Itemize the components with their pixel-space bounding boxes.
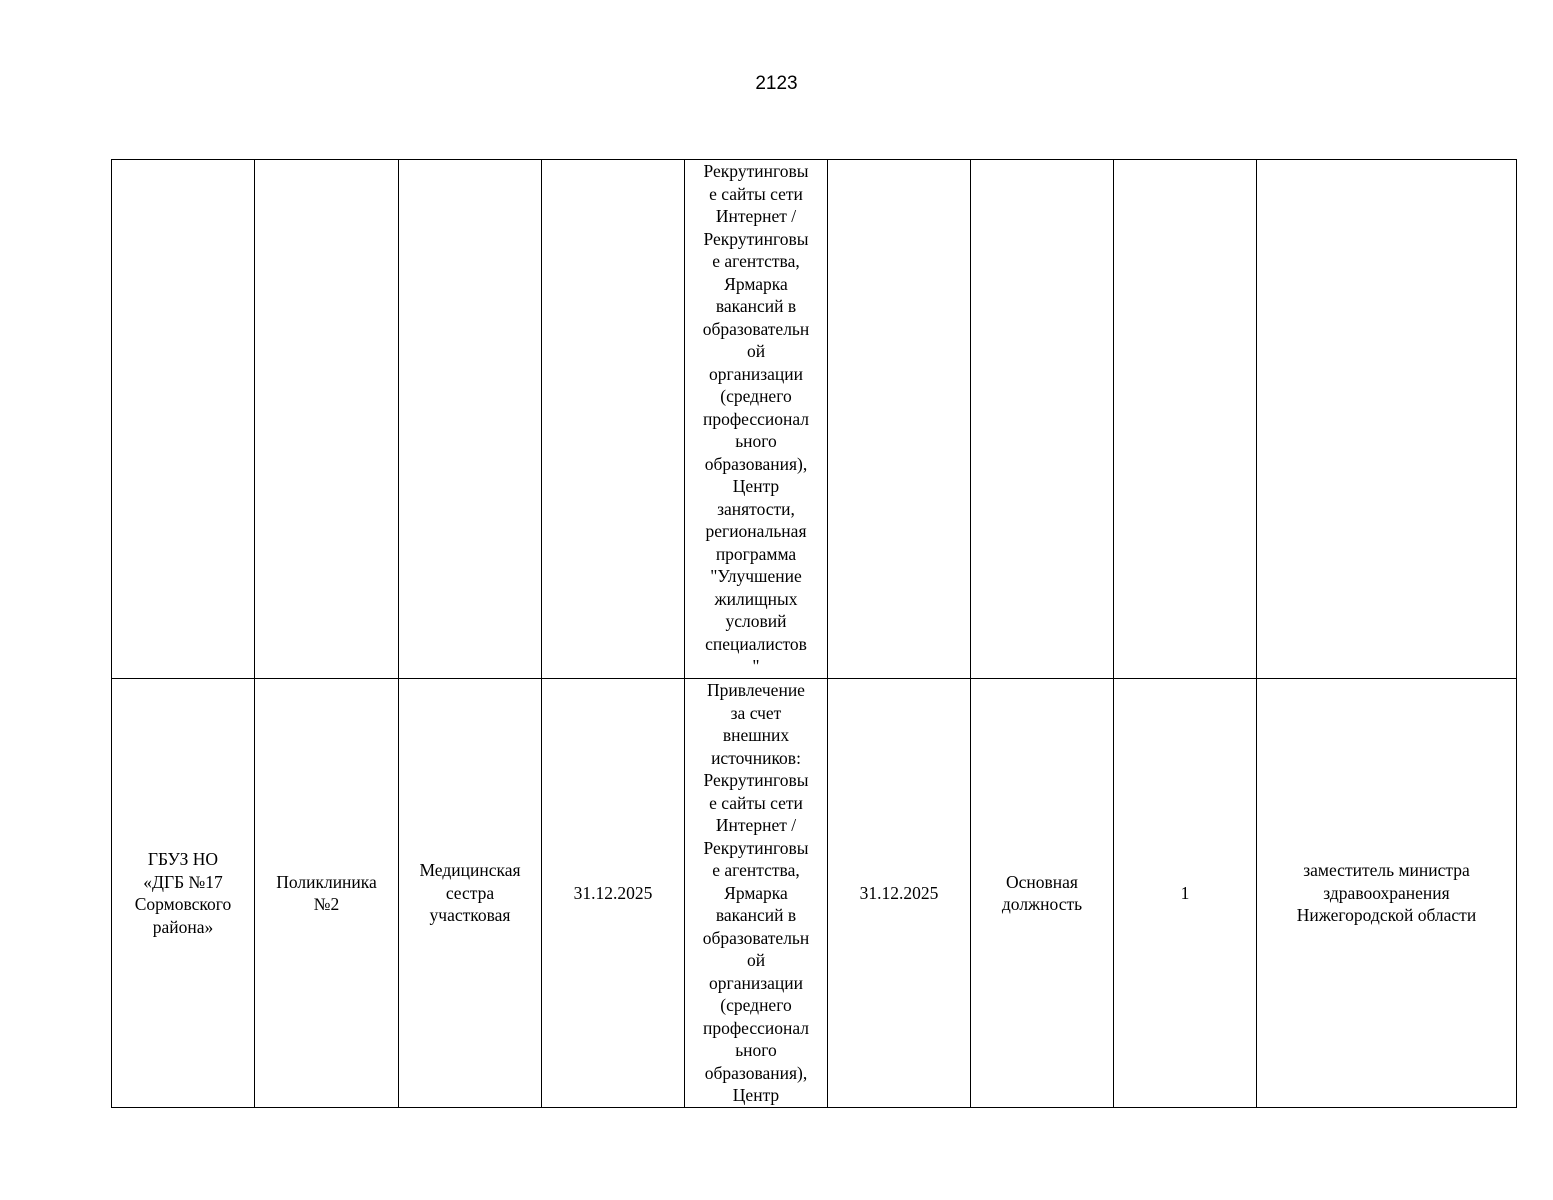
cell-employment-type: Основная должность [971, 679, 1114, 1108]
cell-date-start [542, 160, 685, 679]
cell-count: 1 [1114, 679, 1257, 1108]
cell-responsible: заместитель министра здравоохранения Нижегородской области [1257, 679, 1517, 1108]
cell-date-end [828, 160, 971, 679]
page-number: 2123 [755, 73, 798, 94]
cell-organization: ГБУЗ НО «ДГБ №17 Сормовского района» [112, 679, 255, 1108]
cell-organization [112, 160, 255, 679]
cell-position [399, 160, 542, 679]
staffing-table [111, 159, 1517, 1108]
cell-position: Медицинская сестра участковая [399, 679, 542, 1108]
cell-count [1114, 160, 1257, 679]
cell-responsible [1257, 160, 1517, 679]
cell-employment-type [971, 160, 1114, 679]
cell-sources: Привлечение за счет внешних источников: Рекрутинговы е сайты сети Интернет / Рекрутинговы е агентства, Ярмарка вакансий в образовательн ой организации (среднего профессионал ьного образования), Центр [685, 679, 828, 1108]
cell-date-end: 31.12.2025 [828, 679, 971, 1108]
cell-sources: Рекрутинговы е сайты сети Интернет / Рекрутинговы е агентства, Ярмарка вакансий в образовательн ой организации (среднего профессионал ьного образования), Центр занятости, региональная программа "Улучшение жилищных условий специалистов " [685, 160, 828, 679]
table-row [112, 160, 1517, 679]
table-row [112, 679, 1517, 1108]
cell-department [255, 160, 399, 679]
cell-department: Поликлиника №2 [255, 679, 399, 1108]
cell-date-start: 31.12.2025 [542, 679, 685, 1108]
